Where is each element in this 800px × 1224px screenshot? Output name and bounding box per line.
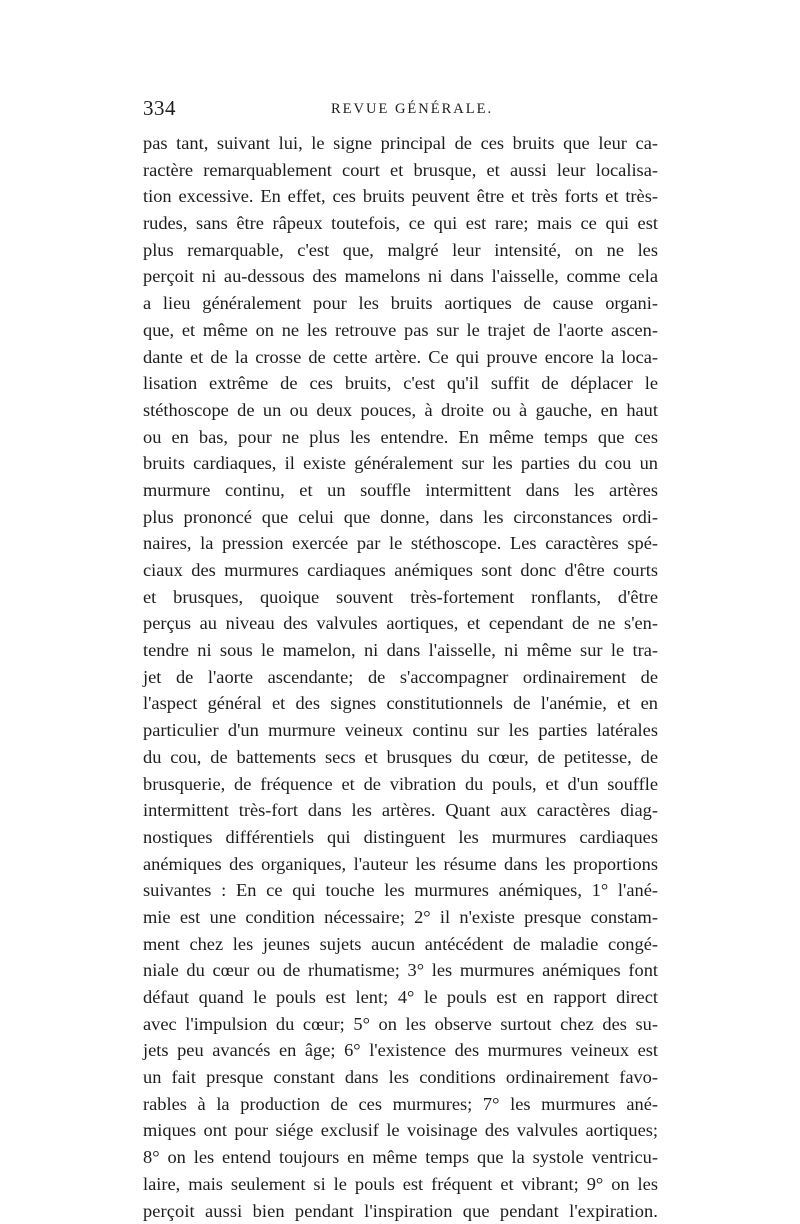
text-line: 8° on les entend toujours en même temps que la systole ventricu- bbox=[143, 1144, 658, 1171]
text-line: tion excessive. En effet, ces bruits peuvent être et très forts et très- bbox=[143, 183, 658, 210]
text-line: perçoit aussi bien pendant l'inspiration que pendant l'expiration. bbox=[143, 1198, 658, 1224]
text-line: tendre ni sous le mamelon, ni dans l'aisselle, ni même sur le tra- bbox=[143, 637, 658, 664]
text-line: ciaux des murmures cardiaques anémiques sont donc d'être courts bbox=[143, 557, 658, 584]
text-line: perçoit ni au-dessous des mamelons ni dans l'aisselle, comme cela bbox=[143, 263, 658, 290]
text-line: ractère remarquablement court et brusque, et aussi leur localisa- bbox=[143, 157, 658, 184]
text-line: anémiques des organiques, l'auteur les résume dans les proportions bbox=[143, 851, 658, 878]
text-line: jets peu avancés en âge; 6° l'existence des murmures veineux est bbox=[143, 1037, 658, 1064]
text-line: plus prononcé que celui que donne, dans les circonstances ordi- bbox=[143, 504, 658, 531]
text-line: niale du cœur ou de rhumatisme; 3° les murmures anémiques font bbox=[143, 957, 658, 984]
body-text bbox=[143, 130, 658, 1224]
text-line: rables à la production de ces murmures; 7° les murmures ané- bbox=[143, 1091, 658, 1118]
text-line: du cou, de battements secs et brusques du cœur, de petitesse, de bbox=[143, 744, 658, 771]
text-line: pas tant, suivant lui, le signe principal de ces bruits que leur ca- bbox=[143, 130, 658, 157]
text-line: lisation extrême de ces bruits, c'est qu'il suffit de déplacer le bbox=[143, 370, 658, 397]
text-line: murmure continu, et un souffle intermittent dans les artères bbox=[143, 477, 658, 504]
text-line: rudes, sans être râpeux toutefois, ce qui est rare; mais ce qui est bbox=[143, 210, 658, 237]
text-line: bruits cardiaques, il existe généralement sur les parties du cou un bbox=[143, 450, 658, 477]
page-number: 334 bbox=[143, 96, 176, 121]
text-line: ou en bas, pour ne plus les entendre. En même temps que ces bbox=[143, 424, 658, 451]
text-line: perçus au niveau des valvules aortiques, et cependant de ne s'en- bbox=[143, 610, 658, 637]
text-line: dante et de la crosse de cette artère. Ce qui prouve encore la loca- bbox=[143, 344, 658, 371]
text-line: naires, la pression exercée par le stéthoscope. Les caractères spé- bbox=[143, 530, 658, 557]
running-title: REVUE GÉNÉRALE. bbox=[331, 101, 493, 118]
text-line: ment chez les jeunes sujets aucun antécédent de maladie congé- bbox=[143, 931, 658, 958]
text-line: avec l'impulsion du cœur; 5° on les observe surtout chez des su- bbox=[143, 1011, 658, 1038]
text-line: nostiques différentiels qui distinguent les murmures cardiaques bbox=[143, 824, 658, 851]
text-line: que, et même on ne les retrouve pas sur le trajet de l'aorte ascen- bbox=[143, 317, 658, 344]
text-line: particulier d'un murmure veineux continu sur les parties latérales bbox=[143, 717, 658, 744]
text-line: brusquerie, de fréquence et de vibration du pouls, et d'un souffle bbox=[143, 771, 658, 798]
text-line: suivantes : En ce qui touche les murmures anémiques, 1° l'ané- bbox=[143, 877, 658, 904]
text-line: et brusques, quoique souvent très-fortement ronflants, d'être bbox=[143, 584, 658, 611]
text-line: l'aspect général et des signes constitutionnels de l'anémie, et en bbox=[143, 690, 658, 717]
text-line: plus remarquable, c'est que, malgré leur intensité, on ne les bbox=[143, 237, 658, 264]
text-line: un fait presque constant dans les conditions ordinairement favo- bbox=[143, 1064, 658, 1091]
text-line: a lieu généralement pour les bruits aortiques de cause organi- bbox=[143, 290, 658, 317]
text-line: miques ont pour siége exclusif le voisinage des valvules aortiques; bbox=[143, 1117, 658, 1144]
text-line: mie est une condition nécessaire; 2° il n'existe presque constam- bbox=[143, 904, 658, 931]
text-line: stéthoscope de un ou deux pouces, à droite ou à gauche, en haut bbox=[143, 397, 658, 424]
text-line: défaut quand le pouls est lent; 4° le pouls est en rapport direct bbox=[143, 984, 658, 1011]
text-line: jet de l'aorte ascendante; de s'accompagner ordinairement de bbox=[143, 664, 658, 691]
text-line: intermittent très-fort dans les artères. Quant aux caractères diag- bbox=[143, 797, 658, 824]
text-line: laire, mais seulement si le pouls est fréquent et vibrant; 9° on les bbox=[143, 1171, 658, 1198]
running-head bbox=[143, 96, 658, 126]
